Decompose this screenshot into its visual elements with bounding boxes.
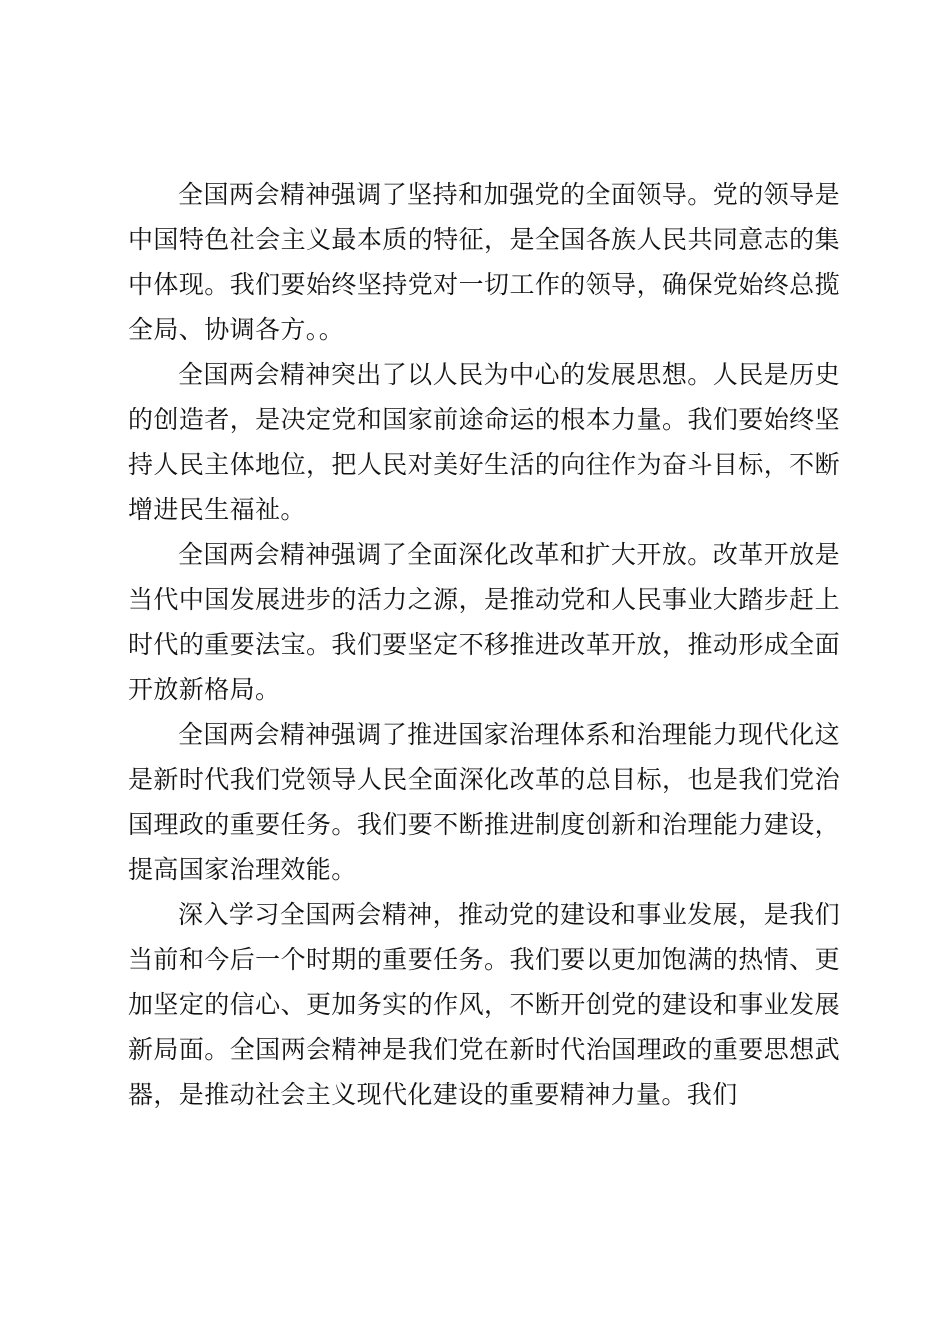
paragraph-2: 全国两会精神突出了以人民为中心的发展思想。人民是历史的创造者，是决定党和国家前途命运的根本力量。我们要始终坚持人民主体地位，把人民对美好生活的向往作为奋斗目标，不断增进民生福祉。 bbox=[128, 360, 840, 524]
document-body bbox=[128, 172, 840, 1117]
paragraph-1: 全国两会精神强调了坚持和加强党的全面领导。党的领导是中国特色社会主义最本质的特征，是全国各族人民共同意志的集中体现。我们要始终坚持党对一切工作的领导，确保党始终总揽全局、协调各方。。 bbox=[128, 180, 840, 344]
paragraph-5: 深入学习全国两会精神，推动党的建设和事业发展，是我们当前和今后一个时期的重要任务。我们要以更加饱满的热情、更加坚定的信心、更加务实的作风，不断开创党的建设和事业发展新局面。全国两会精神是我们党在新时代治国理政的重要思想武器，是推动社会主义现代化建设的重要精神力量。我们 bbox=[128, 900, 840, 1109]
paragraph-3: 全国两会精神强调了全面深化改革和扩大开放。改革开放是当代中国发展进步的活力之源，是推动党和人民事业大踏步赶上时代的重要法宝。我们要坚定不移推进改革开放，推动形成全面开放新格局。 bbox=[128, 540, 840, 704]
paragraph-4: 全国两会精神强调了推进国家治理体系和治理能力现代化这是新时代我们党领导人民全面深化改革的总目标，也是我们党治国理政的重要任务。我们要不断推进制度创新和治理能力建设，提高国家治理效能。 bbox=[128, 720, 840, 884]
